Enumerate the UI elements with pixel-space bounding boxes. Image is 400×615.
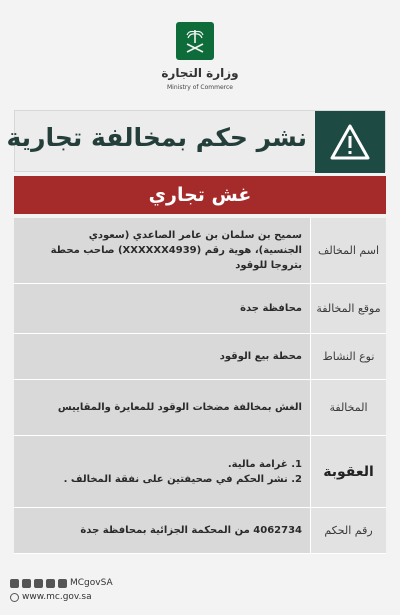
row-label-location: موقع المخالفة [310,284,386,333]
ministry-name-arabic: وزارة التجارة [161,66,239,80]
table-row [14,218,386,284]
table-row [14,380,386,436]
snapchat-icon[interactable] [58,579,67,588]
instagram-icon[interactable] [46,579,55,588]
social-media-bar [10,578,113,588]
warning-badge [315,111,385,173]
row-value-activity-type: محطة بيع الوقود [14,334,310,379]
ministry-logo [0,0,400,100]
warning-icon [328,122,372,162]
globe-icon [10,593,19,602]
row-label-violation: المخالفة [310,380,386,435]
website-line [10,592,92,602]
row-value-violation: الغش بمخالفة مضخات الوقود للمعايرة والمقاييس [14,380,310,435]
facebook-icon[interactable] [22,579,31,588]
row-value-location: محافظة جدة [14,284,310,333]
violation-type-banner: غش تجاري [14,176,386,214]
row-value-verdict-number: 4062734 من المحكمة الجزائية بمحافظة جدة [14,508,310,553]
palm-swords-emblem-icon [176,22,214,60]
youtube-icon[interactable] [34,579,43,588]
twitter-icon[interactable] [10,579,19,588]
row-value-penalty: 1. غرامة مالية. 2. نشر الحكم في صحيفتين على نفقة المخالف . [14,436,310,507]
announcement-header [6,110,386,172]
table-row [14,508,386,554]
table-row [14,334,386,380]
row-label-verdict-number: رقم الحكم [310,508,386,553]
website-link[interactable]: www.mc.gov.sa [22,592,92,602]
row-label-penalty: العقوبة [310,436,386,507]
row-label-activity-type: نوع النشاط [310,334,386,379]
table-row [14,436,386,508]
social-handle[interactable]: MCgovSA [70,578,113,588]
violation-details-table [14,218,386,554]
row-label-violator-name: اسم المخالف [310,218,386,283]
ministry-name-english: Ministry of Commerce [167,84,233,91]
table-row [14,284,386,334]
page-title: نشر حكم بمخالفة تجارية [6,123,307,152]
row-value-violator-name: سميح بن سلمان بن عامر الصاعدي (سعودي الجنسية)، هوية رقم (XXXXXX4939) صاحب محطة بتروجا للوقود [14,218,310,283]
